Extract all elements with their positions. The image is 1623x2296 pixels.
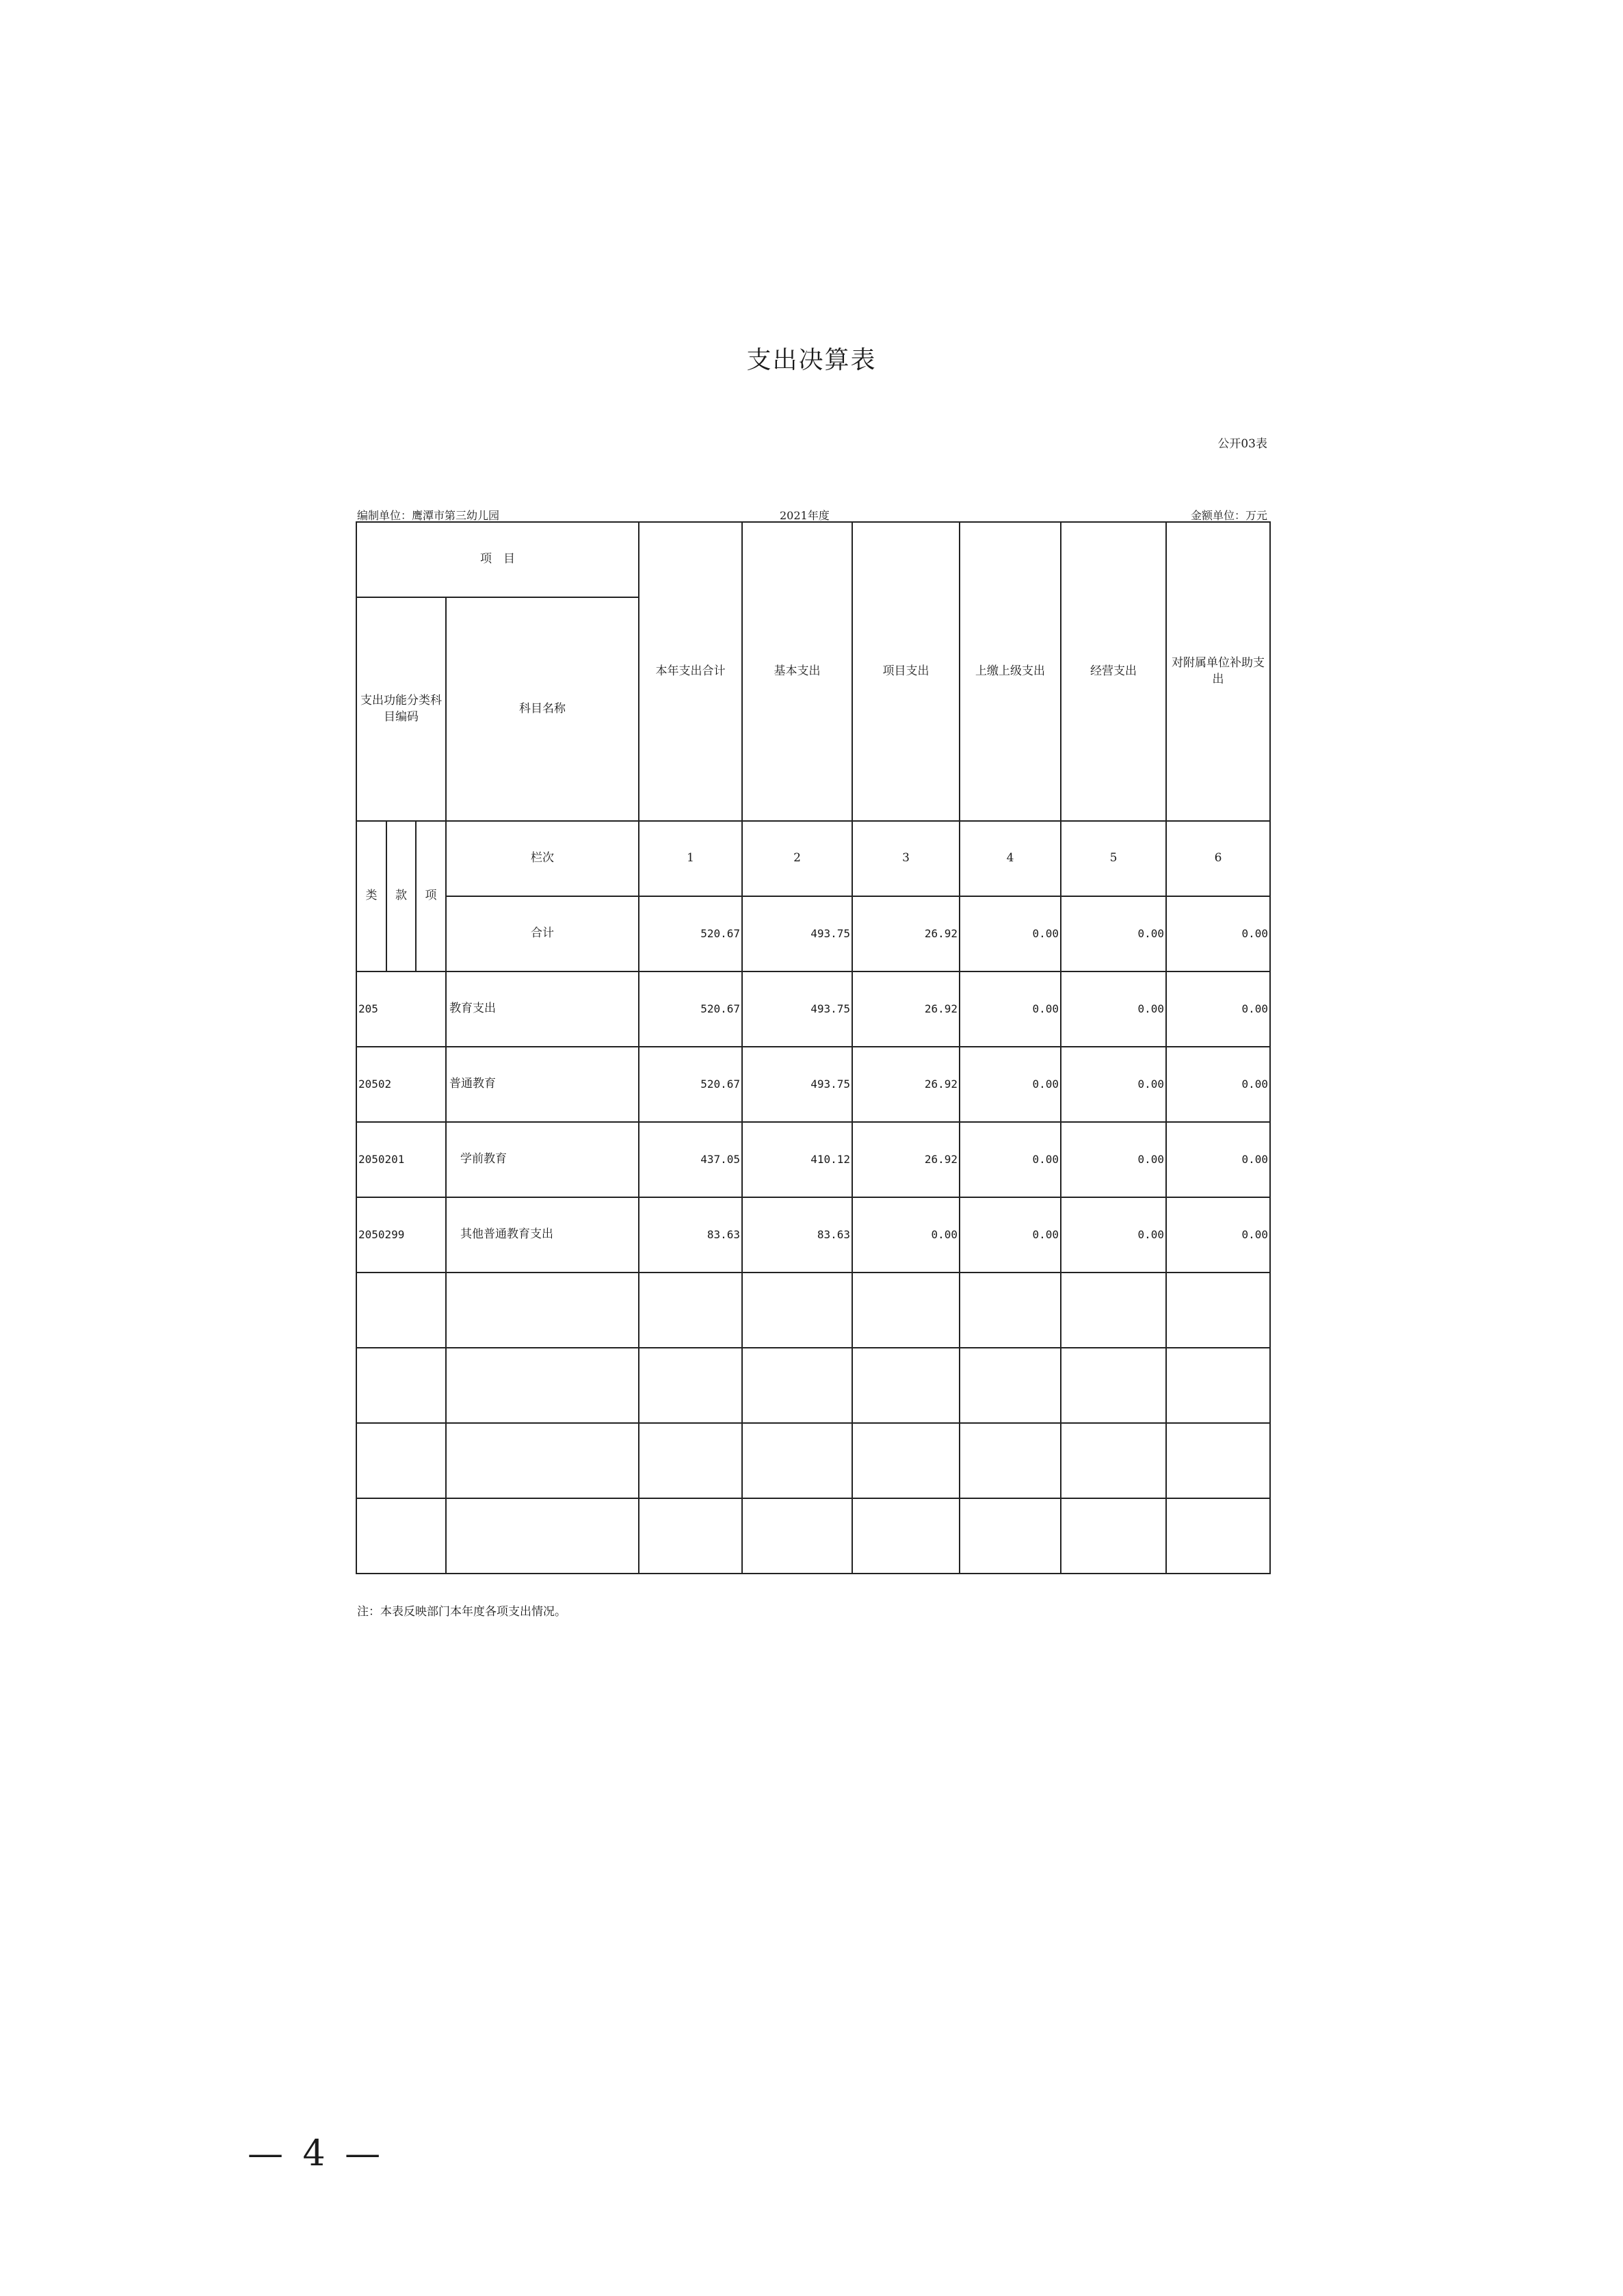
header-entry: 项 <box>416 821 446 971</box>
table-row <box>356 1197 1270 1273</box>
empty-cell <box>446 1273 639 1348</box>
row-value: 493.75 <box>742 1047 852 1122</box>
empty-cell <box>1061 1423 1166 1498</box>
empty-cell <box>852 1423 960 1498</box>
page-title: 支出决算表 <box>746 346 877 374</box>
header-col-3: 项目支出 <box>852 522 960 821</box>
row-value: 0.00 <box>1061 1047 1166 1122</box>
table-row <box>356 971 1270 1047</box>
header-col-5: 经营支出 <box>1061 522 1166 821</box>
empty-cell <box>356 1273 446 1348</box>
col-number-4: 4 <box>960 821 1061 896</box>
amount-unit: 金额单位：万元 <box>1190 509 1267 522</box>
row-value: 410.12 <box>742 1122 852 1197</box>
header-col-2: 基本支出 <box>742 522 852 821</box>
empty-cell <box>639 1273 742 1348</box>
row-value: 0.00 <box>1061 1197 1166 1273</box>
row-value: 0.00 <box>960 971 1061 1047</box>
empty-cell <box>1166 1498 1270 1574</box>
row-value: 83.63 <box>742 1197 852 1273</box>
header-col-6: 对附属单位补助支出 <box>1166 522 1270 821</box>
total-value: 493.75 <box>742 896 852 971</box>
empty-cell <box>960 1498 1061 1574</box>
row-value: 0.00 <box>852 1197 960 1273</box>
page-number: — 4 — <box>248 2133 385 2174</box>
empty-cell <box>1166 1348 1270 1423</box>
row-code: 20502 <box>356 1047 446 1122</box>
col-number-2: 2 <box>742 821 852 896</box>
row-code: 2050201 <box>356 1122 446 1197</box>
empty-row <box>356 1348 1270 1423</box>
row-value: 437.05 <box>639 1122 742 1197</box>
total-row <box>356 896 1270 971</box>
expenditure-table <box>356 521 1271 1574</box>
empty-cell <box>960 1423 1061 1498</box>
row-value: 0.00 <box>960 1197 1061 1273</box>
empty-cell <box>1061 1273 1166 1348</box>
table-row <box>356 1122 1270 1197</box>
row-value: 520.67 <box>639 971 742 1047</box>
col-number-1: 1 <box>639 821 742 896</box>
header-func-code: 支出功能分类科目编码 <box>356 597 446 821</box>
empty-cell <box>852 1273 960 1348</box>
total-value: 0.00 <box>1166 896 1270 971</box>
form-code: 公开03表 <box>1217 437 1267 451</box>
total-label: 合计 <box>446 896 639 971</box>
row-value: 83.63 <box>639 1197 742 1273</box>
empty-cell <box>639 1498 742 1574</box>
header-section: 款 <box>386 821 416 971</box>
row-value: 0.00 <box>960 1047 1061 1122</box>
row-value: 0.00 <box>1061 1122 1166 1197</box>
empty-cell <box>1166 1273 1270 1348</box>
empty-cell <box>742 1423 852 1498</box>
row-value: 0.00 <box>1166 1122 1270 1197</box>
row-value: 520.67 <box>639 1047 742 1122</box>
empty-cell <box>852 1348 960 1423</box>
col-number-6: 6 <box>1166 821 1270 896</box>
empty-cell <box>742 1498 852 1574</box>
empty-row <box>356 1498 1270 1574</box>
empty-row <box>356 1273 1270 1348</box>
row-value: 26.92 <box>852 971 960 1047</box>
header-col-1: 本年支出合计 <box>639 522 742 821</box>
table-row <box>356 1047 1270 1122</box>
row-value: 0.00 <box>1166 1197 1270 1273</box>
row-value: 0.00 <box>960 1122 1061 1197</box>
empty-cell <box>1061 1348 1166 1423</box>
empty-cell <box>446 1423 639 1498</box>
total-value: 0.00 <box>1061 896 1166 971</box>
row-code: 2050299 <box>356 1197 446 1273</box>
row-name: 其他普通教育支出 <box>446 1197 639 1273</box>
total-value: 520.67 <box>639 896 742 971</box>
empty-cell <box>742 1273 852 1348</box>
table-note: 注：本表反映部门本年度各项支出情况。 <box>357 1605 566 1619</box>
row-value: 26.92 <box>852 1122 960 1197</box>
row-value: 493.75 <box>742 971 852 1047</box>
header-subject-name: 科目名称 <box>446 597 639 821</box>
header-col-4: 上缴上级支出 <box>960 522 1061 821</box>
row-value: 0.00 <box>1166 1047 1270 1122</box>
empty-cell <box>639 1423 742 1498</box>
empty-cell <box>356 1423 446 1498</box>
unit-name: 编制单位：鹰潭市第三幼儿园 <box>357 509 500 522</box>
row-code: 205 <box>356 971 446 1047</box>
row-name: 普通教育 <box>446 1047 639 1122</box>
empty-cell <box>742 1348 852 1423</box>
total-value: 26.92 <box>852 896 960 971</box>
empty-cell <box>639 1348 742 1423</box>
row-value: 0.00 <box>1166 971 1270 1047</box>
col-number-5: 5 <box>1061 821 1166 896</box>
empty-cell <box>960 1273 1061 1348</box>
empty-cell <box>1166 1423 1270 1498</box>
total-value: 0.00 <box>960 896 1061 971</box>
row-value: 0.00 <box>1061 971 1166 1047</box>
empty-cell <box>852 1498 960 1574</box>
row-label: 栏次 <box>446 821 639 896</box>
empty-cell <box>960 1348 1061 1423</box>
header-class: 类 <box>356 821 386 971</box>
empty-cell <box>356 1498 446 1574</box>
empty-row <box>356 1423 1270 1498</box>
empty-cell <box>1061 1498 1166 1574</box>
row-name: 学前教育 <box>446 1122 639 1197</box>
empty-cell <box>446 1348 639 1423</box>
empty-cell <box>356 1348 446 1423</box>
empty-cell <box>446 1498 639 1574</box>
row-name: 教育支出 <box>446 971 639 1047</box>
header-item: 项 目 <box>356 522 639 597</box>
fiscal-year: 2021年度 <box>780 509 830 522</box>
row-value: 26.92 <box>852 1047 960 1122</box>
col-number-3: 3 <box>852 821 960 896</box>
